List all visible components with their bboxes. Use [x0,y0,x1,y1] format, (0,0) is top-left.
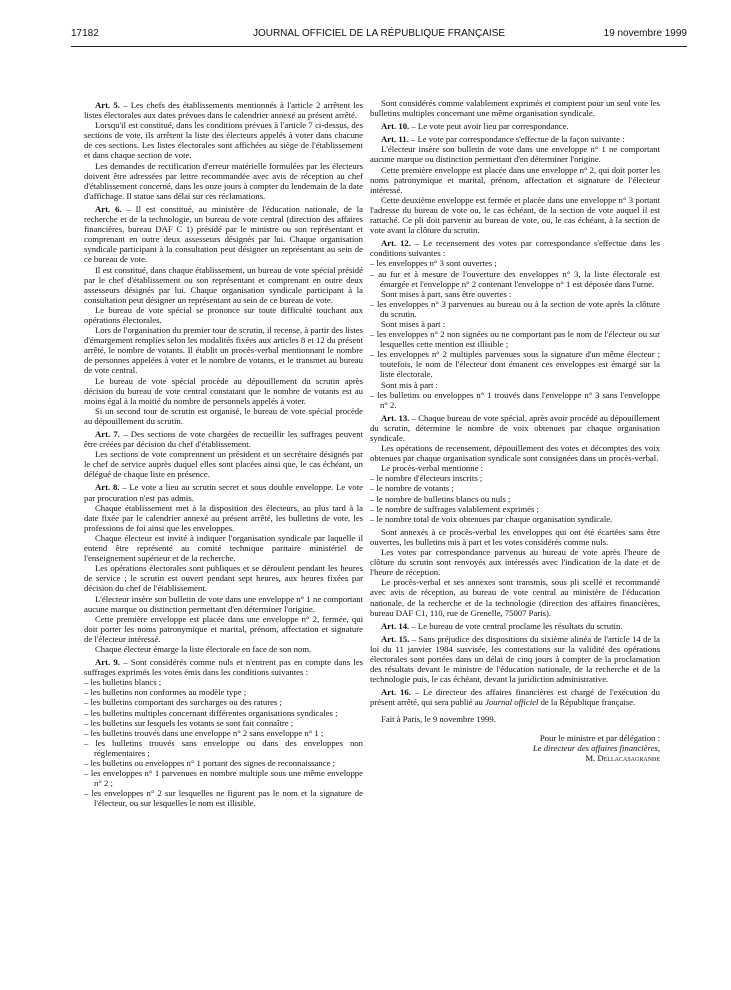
nullity-list [84,677,363,808]
article-6: Art. 6. – Il est constitué, au ministère de l'éducation nationale, de la recherche et de la technologie, un bureau de vote central (direction des affaires financières, bureau DAF C 1) présidé par le ministre ou son représentant et comprenant en outre deux assesseurs désignés par lui. Chaque organisation syndicale participant à la consultation peut désigner un représentant au sein de ce bureau de vote. [84,203,364,265]
paragraph: Sont considérés comme valablement exprimés et comptent pour un seul vote les bulletins multiples concernant une même organisation syndicale. [370,98,660,119]
issue-date: 19 novembre 1999 [603,28,687,39]
paragraph: Sont mises à part, sans être ouvertes : [381,288,512,299]
set-aside-list [370,390,660,410]
signature-block [370,733,660,763]
article-label: Art. 12. [381,238,411,249]
list-item: – les bulletins trouvés dans une enveloppe n° 2 sans enveloppe n° 1 ; [84,728,363,738]
list-item: – les enveloppes n° 3 parvenues au bureau ou à la section de vote après la clôture du scrutin. [370,299,660,319]
paragraph: Le bureau de vote spécial se prononce sur toute difficulté touchant aux opérations électorales. [84,304,363,325]
list-item: – les enveloppes n° 2 sur lesquelles ne figurent pas le nom et la signature de l'électeur, ou sur lesquelles le nom est illisible. [84,788,363,808]
list-item: – le nombre de bulletins blancs ou nuls ; [370,494,660,504]
paragraph: Le procès-verbal mentionne : [381,463,484,474]
article-label: Art. 6. [95,203,122,214]
left-column [84,100,363,808]
list-item: – le nombre de suffrages valablement exprimés ; [370,504,660,514]
article-label: Art. 14. [381,620,410,631]
paragraph: L'électeur insère son bulletin de vote dans une enveloppe n° 1 ne comportant aucune marque ou distinction permettant d'en déterminer l'origine. [370,144,660,165]
page-header [71,28,687,44]
article-7: Art. 7. – Des sections de vote chargées de recueillir les suffrages peuvent être créées par décision du chef d'établissement. [84,429,363,450]
paragraph: Sont mises à part : [381,318,446,329]
list-item: – les bulletins ou enveloppes n° 1 trouvés dans l'enveloppe n° 3 sans l'enveloppe n° 2. [370,390,660,410]
minutes-list [370,473,660,523]
set-aside-list [370,299,660,319]
journal-title: JOURNAL OFFICIEL DE LA RÉPUBLIQUE FRANÇAISE [252,28,506,39]
paragraph: L'électeur insère son bulletin de vote dans une enveloppe n° 1 ne comportant aucune marque ou distinction permettant d'en déterminer l'origine. [84,593,363,614]
list-item: – les bulletins blancs ; [84,677,363,687]
paragraph: Lors de l'organisation du premier tour de scrutin, il recense, à partir des listes d'émargement remplies selon les modalités fixées aux articles 8 et 12 du présent arrêté, le nombre de votants. Il établit un procès-verbal mentionnant le nombre de personnes appelées à voter et le nombre de votants, et le transmet au bureau de vote central. [84,325,363,376]
list-item: – les enveloppes n° 1 parvenues en nombre multiple sous une même enveloppe n° 2 ; [84,768,363,788]
list-item: – les enveloppes n° 3 sont ouvertes ; [370,258,660,268]
signatory-name: M. Dellacasagrande [585,752,660,763]
article-label: Art. 16. [381,687,411,698]
list-item: – le nombre de votants ; [370,483,660,493]
article-label: Art. 13. [381,412,410,423]
article-label: Art. 11. [381,134,409,145]
paragraph: Il est constitué, dans chaque établissement, un bureau de vote spécial présidé par le chef d'établissement ou son représentant et comprenant en outre deux assesseurs désignés par lui. Chaque organisation syndicale participant à la consultation peut désigner un représentant au sein de ce bureau de vote. [84,264,363,305]
list-item: – les bulletins sur lesquels les votants se sont fait connaître ; [84,718,363,728]
paragraph: Cette première enveloppe est placée dans une enveloppe n° 2, qui doit porter les noms patronymique et marital, prénom, affectation et signature de l'électeur intéressé. [370,164,660,195]
signatory-title: Le directeur des affaires financières, [532,742,660,753]
paragraph: Les opérations de recensement, dépouillement des votes et décomptes des voix obtenues par chaque organisation syndicale sont consignées dans un procès-verbal. [370,443,660,464]
list-item: – les bulletins multiples concernant différentes organisations syndicales ; [84,708,363,718]
article-9: Art. 9. – Sont considérés comme nuls et n'entrent pas en compte dans les suffrages exprimés les votes émis dans les conditions suivantes : [84,657,363,678]
list-item: – les bulletins non conformes au modèle type ; [84,687,363,697]
article-8: Art. 8. – Le vote a lieu au scrutin secret et sous double enveloppe. Le vote par procuration n'est pas admis. [84,482,363,503]
paragraph: Les demandes de rectification d'erreur matérielle formulées par les électeurs doivent être adressées par lettre recommandée avec avis de réception au chef d'établissement concerné, dans les onze jours à compter du lendemain de la date d'affichage. Il statue sans délai sur ces réclamations. [84,160,363,201]
count-list [370,258,660,288]
list-item: – le nombre total de voix obtenues par chaque organisation syndicale. [370,514,660,524]
paragraph: Sont annexés à ce procès-verbal les enveloppes qui ont été écartées sans être ouvertes, les bulletins mis à part et les votes considérés comme nuls. [370,526,660,547]
list-item: – les enveloppes n° 2 non signées ou ne comportant pas le nom de l'électeur ou sur lesquelles cette mention est illisible ; [370,329,660,349]
list-item: – les enveloppes n° 2 multiples parvenues sous la signature d'un même électeur ; toutefois, le nom de l'électeur dont émanent ces enveloppes est émargé sur la liste électorale. [370,349,660,379]
list-item: – les bulletins trouvés sans enveloppe ou dans des enveloppes non réglementaires ; [84,738,363,758]
list-item: – le nombre d'électeurs inscrits ; [370,473,660,483]
article-label: Art. 9. [95,657,120,668]
paragraph: Les opérations électorales sont publiques et se déroulent pendant les heures de service ; le scrutin est ouvert pendant sept heures, aux heures fixées par décision du chef de l'établissement. [84,563,363,594]
paragraph: Le bureau de vote spécial procède au dépouillement du scrutin après décision du bureau de vote central constatant que le nombre de votants est au moins égal à la moitié du nombre de personnels appelés à voter. [84,375,363,406]
article-15: Art. 15. – Sans préjudice des dispositions du sixième alinéa de l'article 14 de la loi du 11 janvier 1984 susvisée, les contestations sur la validité des opérations électorales sont portées dans un délai de cinq jours à compter de la proclamation des résultats devant le ministre de l'éducation nationale, de la recherche et de la technologie puis, le cas échéant, devant la juridiction administrative. [370,633,660,685]
article-label: Art. 5. [95,100,120,110]
page-number: 17182 [71,28,99,39]
paragraph: Chaque établissement met à la disposition des électeurs, au plus tard à la date fixée par le calendrier annexé au présent arrêté, les bulletins de vote, les professions de foi ainsi que les enveloppes. [84,502,363,533]
paragraph: Chaque électeur émarge la liste électorale en face de son nom. [95,643,312,654]
article-label: Art. 10. [381,121,410,132]
article-13: Art. 13. – Chaque bureau de vote spécial, après avoir procédé au dépouillement du scrutin, détermine le nombre de voix obtenues par chaque organisation syndicale. [370,412,661,443]
article-14: Art. 14. – Le bureau de vote central proclame les résultats du scrutin. [381,620,623,631]
journal-name: Journal officiel [485,697,539,708]
paragraph: Lorsqu'il est constitué, dans les conditions prévues à l'article 7 ci-dessus, des sections de vote, ils arrêtent la liste des électeurs appelés à voter dans chacune de ces sections. Les listes électorales sont affichées au siège de l'établissement et dans chaque section de vote. [84,120,363,161]
delegation-line: Pour le ministre et par délégation : [539,732,660,743]
article-12: Art. 12. – Le recensement des votes par correspondance s'effectue dans les conditions suivantes : [370,238,660,259]
article-label: Art. 15. [381,633,410,644]
article-11: Art. 11. – Le vote par correspondance s'effectue de la façon suivante : [381,134,625,145]
list-item: – les bulletins comportant des surcharges ou des ratures ; [84,697,363,707]
paragraph: Les sections de vote comprennent un président et un secrétaire désignés par le chef de service auprès duquel elles sont placées ainsi que, le cas échéant, un délégué de chaque liste en présence. [84,449,363,480]
article-10: Art. 10. – Le vote peut avoir lieu par correspondance. [381,121,569,132]
paragraph: Chaque électeur est invité à indiquer l'organisation syndicale par laquelle il entend être représenté au comité technique paritaire ministériel de l'enseignement supérieur et de la recherche. [84,532,363,564]
signing-place-date: Fait à Paris, le 9 novembre 1999. [381,714,496,725]
paragraph: Cette première enveloppe est placée dans une enveloppe n° 2, fermée, qui doit porter les noms patronymique et marital, prénom, affectation et signature de l'électeur intéressé. [84,613,363,644]
right-column [370,98,660,763]
paragraph: Sont mis à part : [381,379,438,390]
article-label: Art. 7. [95,429,120,439]
set-aside-list [370,329,660,379]
paragraph: Le procès-verbal et ses annexes sont transmis, sous pli scellé et recommandé avec avis de réception, au bureau de vote central au ministère de l'éducation nationale, de la recherche et de la technologie (direction des affaires financières, bureau DAF C1, 110, rue de Grenelle, 75007 Paris). [370,577,660,618]
paragraph: Cette deuxième enveloppe est fermée et placée dans une enveloppe n° 3 portant l'adresse du bureau de vote ou, le cas échéant, de la section de vote auquel il est rattaché. Ce pli doit parvenir au bureau de vote, ou, le cas échéant, à la section de vote avant la clôture du scrutin. [370,194,660,236]
article-label: Art. 8. [95,482,120,493]
header-rule [71,46,687,47]
list-item: – au fur et à mesure de l'ouverture des enveloppes n° 3, la liste électorale est émargée et l'enveloppe n° 2 contenant l'enveloppe n° 1 est déposée dans l'urne. [370,269,660,289]
list-item: – les bulletins ou enveloppes n° 1 portant des signes de reconnaissance ; [84,758,363,768]
paragraph: Si un second tour de scrutin est organisé, le bureau de vote spécial procède au dépouillement du scrutin. [84,405,363,426]
article-5: Art. 5. – Les chefs des établissements mentionnés à l'article 2 arrêtent les listes électorales aux dates prévues dans le calendrier annexé au présent arrêté. [84,100,363,121]
paragraph: Les votes par correspondance parvenus au bureau de vote après l'heure de clôture du scrutin sont renvoyés aux intéressés avec l'indication de la date et de l'heure de réception. [370,547,660,578]
article-16: Art. 16. – Le directeur des affaires financières est chargé de l'exécution du présent arrêté, qui sera publié au Journal officiel de la République française. [370,687,660,708]
